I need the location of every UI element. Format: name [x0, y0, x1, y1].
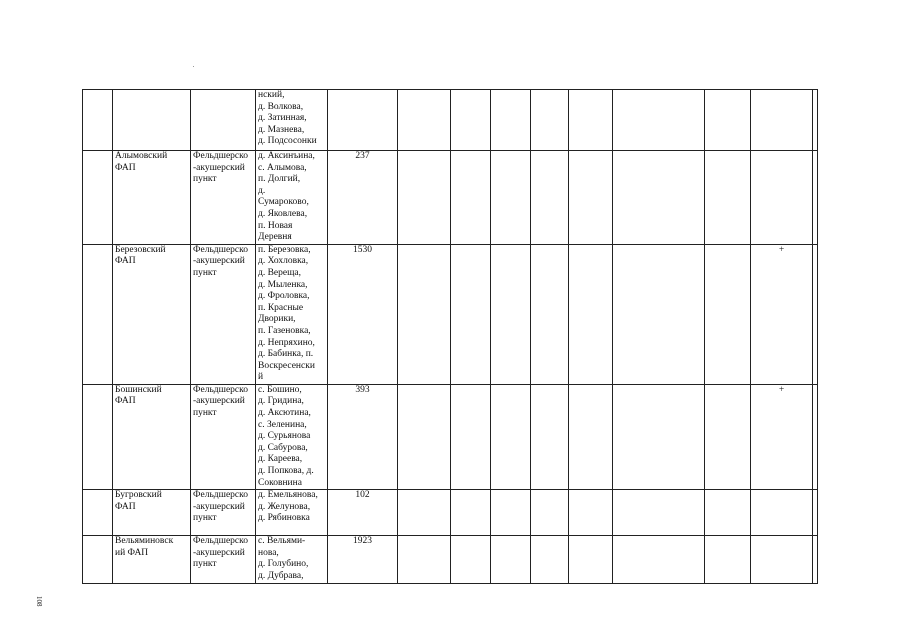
- settlement-line: с. Бошино,: [258, 384, 302, 395]
- facility-name-line: Вельяминовск: [115, 536, 174, 547]
- settlement-line: д. Емельянова,: [258, 490, 318, 501]
- empty-cell: [813, 244, 818, 384]
- index-cell: [83, 490, 113, 536]
- table-row: [83, 490, 818, 536]
- facility-type-line: -акушерский: [193, 162, 245, 173]
- facility-type-line: -акушерский: [193, 547, 245, 558]
- facility-type-line: пункт: [193, 267, 217, 278]
- facility-type-line: -акушерский: [193, 396, 245, 407]
- mark-cell: [751, 90, 813, 151]
- table-row: [83, 384, 818, 489]
- facility-name-cell: [113, 90, 191, 151]
- empty-cell: [398, 151, 451, 245]
- settlement-line: д. Аксинъина,: [258, 151, 315, 161]
- empty-cell: [569, 90, 613, 151]
- facility-name-line: Бошинский: [115, 384, 162, 395]
- facility-name-line: Березовский: [115, 244, 166, 255]
- settlements-cell: [256, 536, 328, 584]
- mark-cell: +: [751, 244, 813, 384]
- facility-type-cell: [191, 536, 256, 584]
- facility-name-line: Бугровский: [115, 490, 162, 501]
- mark-cell: [751, 490, 813, 536]
- settlement-line: п. Красные: [258, 302, 304, 313]
- table-row: [83, 244, 818, 384]
- settlements-cell: [256, 151, 328, 245]
- empty-cell: [613, 151, 705, 245]
- facility-type-cell: [191, 244, 256, 384]
- empty-cell: [531, 536, 569, 584]
- empty-cell: [531, 244, 569, 384]
- settlement-line: д. Яковлева,: [258, 208, 308, 219]
- facility-type-line: пункт: [193, 408, 217, 419]
- empty-cell: [398, 536, 451, 584]
- settlement-line: д. Подсосонки: [258, 136, 317, 147]
- facility-type-cell: [191, 384, 256, 489]
- facility-type-line: пункт: [193, 513, 217, 524]
- table-body: [83, 90, 818, 584]
- settlement-line: с. Зеленина,: [258, 419, 307, 430]
- settlement-line: д. Сурьянова: [258, 431, 311, 442]
- facility-type-line: -акушерский: [193, 256, 245, 267]
- facility-type-line: пункт: [193, 559, 217, 570]
- table-row: [83, 536, 818, 584]
- settlement-line: д. Аксютина,: [258, 408, 311, 419]
- index-cell: [83, 90, 113, 151]
- facility-name-cell: [113, 490, 191, 536]
- settlements-cell: [256, 244, 328, 384]
- empty-cell: [531, 384, 569, 489]
- empty-cell: [705, 90, 751, 151]
- index-cell: [83, 244, 113, 384]
- facility-type-line: -акушерский: [193, 501, 245, 512]
- empty-cell: [451, 151, 491, 245]
- settlement-line: д. Вереща,: [258, 267, 302, 278]
- population-cell: 237: [328, 151, 398, 245]
- mark-cell: [751, 151, 813, 245]
- facilities-table: [82, 89, 818, 584]
- empty-cell: [569, 490, 613, 536]
- page-number: 108: [35, 596, 43, 607]
- facility-name-line: ФАП: [115, 396, 136, 407]
- index-cell: [83, 151, 113, 245]
- facility-name-line: ий ФАП: [115, 547, 149, 558]
- settlement-line: Сумароково,: [258, 197, 309, 208]
- empty-cell: [613, 244, 705, 384]
- population-cell: 393: [328, 384, 398, 489]
- population-cell: 1530: [328, 244, 398, 384]
- settlement-line: Дворики,: [258, 314, 296, 325]
- settlement-line: нский,: [258, 90, 285, 100]
- empty-cell: [398, 490, 451, 536]
- facility-name-cell: [113, 151, 191, 245]
- facility-type-line: Фельдшерско: [193, 244, 249, 255]
- empty-cell: [705, 384, 751, 489]
- population-cell: 1923: [328, 536, 398, 584]
- facility-type-cell: [191, 490, 256, 536]
- empty-cell: [705, 244, 751, 384]
- mark-cell: +: [751, 384, 813, 489]
- empty-cell: [451, 384, 491, 489]
- empty-cell: [531, 90, 569, 151]
- empty-cell: [491, 490, 531, 536]
- settlement-line: с. Вельями-: [258, 536, 306, 547]
- settlement-line: д. Желунова,: [258, 501, 311, 512]
- empty-cell: [451, 536, 491, 584]
- settlement-line: Воскресенски: [258, 360, 315, 371]
- empty-cell: [813, 151, 818, 245]
- settlement-line: д. Сабурова,: [258, 442, 308, 453]
- settlements-cell: [256, 90, 328, 151]
- facility-type-line: Фельдшерско: [193, 490, 249, 501]
- settlement-line: д. Мазнева,: [258, 124, 305, 135]
- settlement-line: д. Непряхино,: [258, 337, 315, 348]
- empty-cell: [531, 490, 569, 536]
- settlements-cell: [256, 384, 328, 489]
- settlement-line: д. Дубрава,: [258, 571, 304, 581]
- settlement-line: д. Голубино,: [258, 559, 309, 570]
- empty-cell: [491, 90, 531, 151]
- empty-cell: [813, 536, 818, 584]
- settlement-line: п. Новая: [258, 220, 293, 231]
- settlement-line: д. Попкова, д.: [258, 466, 314, 477]
- settlement-line: д. Кареева,: [258, 454, 303, 465]
- empty-cell: [491, 536, 531, 584]
- empty-cell: [613, 536, 705, 584]
- empty-cell: [705, 490, 751, 536]
- facility-name-cell: [113, 536, 191, 584]
- empty-cell: [398, 384, 451, 489]
- settlement-line: с. Алымова,: [258, 162, 307, 173]
- empty-cell: [813, 384, 818, 489]
- population-cell: 102: [328, 490, 398, 536]
- settlement-line: й: [258, 372, 264, 383]
- index-cell: [83, 536, 113, 584]
- settlement-line: д. Рябиновка: [258, 513, 310, 524]
- facility-type-line: Фельдшерско: [193, 536, 249, 547]
- empty-cell: [491, 151, 531, 245]
- facility-type-cell: [191, 90, 256, 151]
- empty-cell: [569, 244, 613, 384]
- empty-cell: [613, 384, 705, 489]
- facility-type-line: пункт: [193, 174, 217, 185]
- facility-type-line: Фельдшерско: [193, 151, 249, 161]
- settlement-line: нова,: [258, 547, 279, 558]
- settlement-line: д. Затинная,: [258, 113, 307, 124]
- settlement-line: д. Хохловка,: [258, 256, 309, 267]
- facility-name-line: ФАП: [115, 501, 136, 512]
- empty-cell: [398, 244, 451, 384]
- facility-name-line: Алымовский: [115, 151, 168, 161]
- settlement-line: д. Фроловка,: [258, 291, 310, 302]
- settlement-line: Деревня: [258, 232, 292, 243]
- empty-cell: [569, 151, 613, 245]
- population-cell: [328, 90, 398, 151]
- settlement-line: д. Гридина,: [258, 396, 304, 407]
- settlement-line: д. Бабинка, п.: [258, 349, 314, 360]
- settlement-line: д. Волкова,: [258, 101, 304, 112]
- empty-cell: [613, 90, 705, 151]
- empty-cell: [451, 90, 491, 151]
- empty-cell: [613, 490, 705, 536]
- empty-cell: [491, 384, 531, 489]
- facility-name-cell: [113, 244, 191, 384]
- facility-type-cell: [191, 151, 256, 245]
- table-row: [83, 90, 818, 151]
- settlement-line: Соковнина: [258, 477, 302, 488]
- facility-name-cell: [113, 384, 191, 489]
- settlement-line: п. Березовка,: [258, 244, 311, 255]
- empty-cell: [813, 90, 818, 151]
- empty-cell: [451, 244, 491, 384]
- mark-cell: [751, 536, 813, 584]
- empty-cell: [398, 90, 451, 151]
- table-row: [83, 151, 818, 245]
- empty-cell: [813, 490, 818, 536]
- settlement-line: п. Долгий,: [258, 174, 301, 185]
- facility-name-line: ФАП: [115, 256, 136, 267]
- index-cell: [83, 384, 113, 489]
- empty-cell: [531, 151, 569, 245]
- facility-type-line: Фельдшерско: [193, 384, 249, 395]
- empty-cell: [705, 536, 751, 584]
- settlement-line: п. Газеновка,: [258, 325, 311, 336]
- empty-cell: [705, 151, 751, 245]
- settlement-line: д.: [258, 185, 266, 196]
- empty-cell: [569, 536, 613, 584]
- facility-name-line: ФАП: [115, 162, 136, 173]
- scan-speck: [193, 66, 194, 67]
- empty-cell: [569, 384, 613, 489]
- settlements-cell: [256, 490, 328, 536]
- empty-cell: [451, 490, 491, 536]
- settlement-line: д. Мыленка,: [258, 279, 308, 290]
- empty-cell: [491, 244, 531, 384]
